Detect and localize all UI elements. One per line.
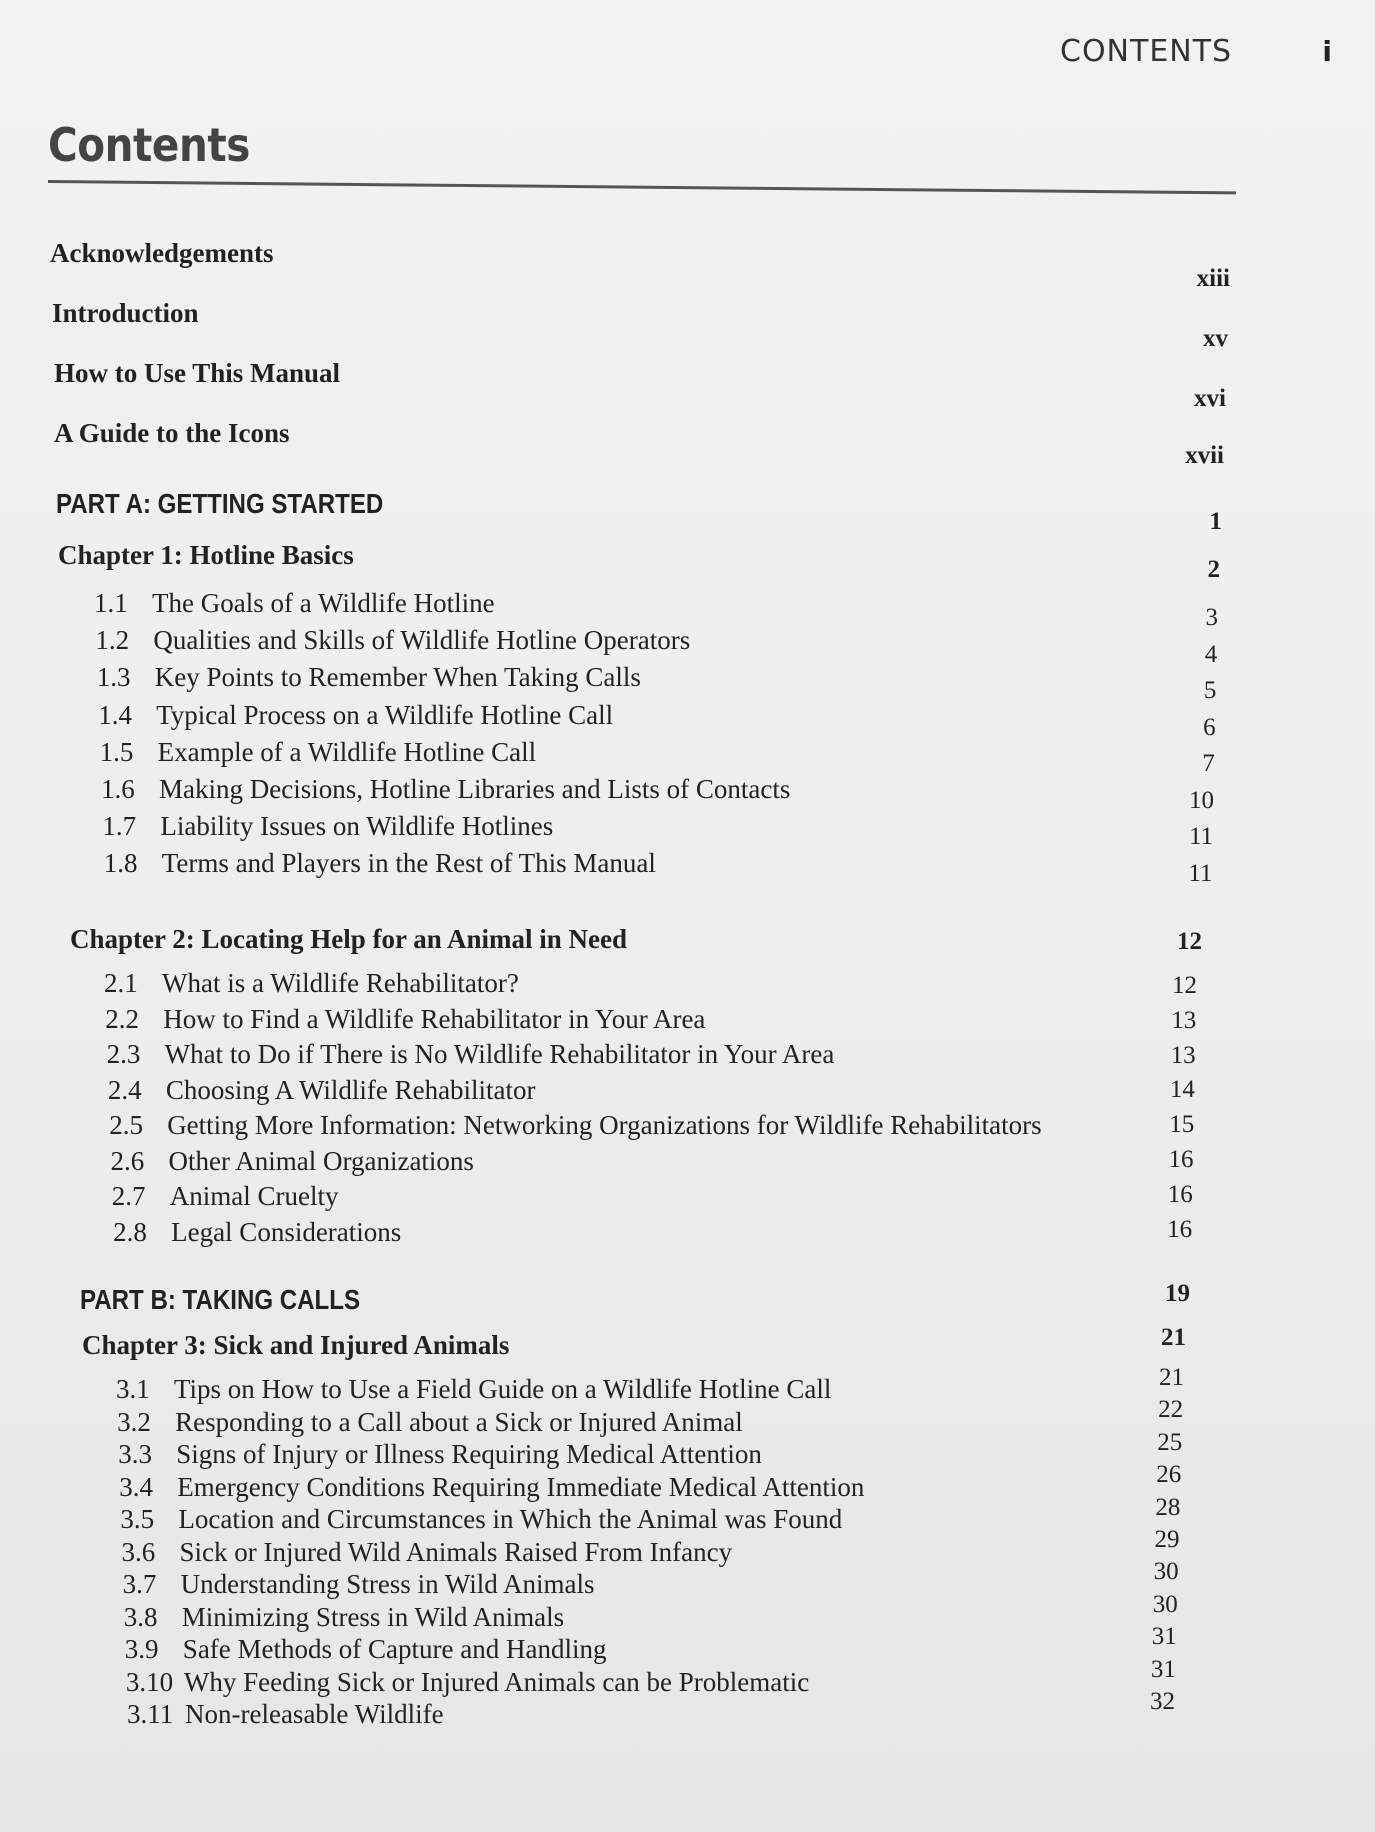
section-title: Signs of Injury or Illness Requiring Medical Attention — [176, 1439, 762, 1469]
section-number: 3.3 — [118, 1439, 152, 1469]
toc-front-3-page: xvii — [1185, 442, 1224, 469]
section-page: 22 — [1158, 1396, 1184, 1424]
section-number: 2.4 — [107, 1074, 142, 1105]
section-number: 3.7 — [122, 1569, 157, 1599]
toc-chapter-2-page: 12 — [1177, 928, 1202, 955]
toc-front-0: Acknowledgements — [50, 238, 274, 268]
toc-section-2.7 — [112, 1181, 339, 1212]
toc-section-1.7 — [102, 811, 553, 842]
toc-section-3.11 — [127, 1699, 444, 1730]
page-number: i — [1322, 35, 1332, 68]
toc-section-2.1 — [104, 968, 519, 999]
section-title: Choosing A Wildlife Rehabilitator — [165, 1074, 536, 1105]
section-title: Non-releasable Wildlife — [185, 1699, 444, 1729]
toc-section-2.3 — [107, 1039, 835, 1070]
section-title: Understanding Stress in Wild Animals — [180, 1569, 595, 1599]
section-title: Key Points to Remember When Taking Calls — [154, 662, 641, 693]
section-page: 13 — [1171, 1006, 1197, 1034]
section-title: Emergency Conditions Requiring Immediate Medical Attention — [177, 1471, 865, 1502]
section-number: 1.8 — [103, 848, 138, 879]
section-page: 30 — [1152, 1590, 1178, 1618]
section-page: 26 — [1156, 1461, 1182, 1489]
section-number: 1.5 — [99, 736, 134, 767]
toc-section-2.4 — [108, 1075, 536, 1106]
section-page: 21 — [1159, 1364, 1184, 1391]
section-number: 2.1 — [104, 968, 138, 998]
toc-section-2.6 — [111, 1146, 474, 1177]
section-page: 28 — [1155, 1493, 1181, 1521]
section-page: 25 — [1157, 1428, 1183, 1456]
section-page: 30 — [1153, 1558, 1179, 1586]
section-page: 7 — [1202, 750, 1215, 777]
toc-section-3.7 — [123, 1569, 595, 1600]
toc-chapter-3-page: 21 — [1161, 1324, 1186, 1351]
section-number: 2.6 — [110, 1145, 145, 1176]
section-number: 2.8 — [113, 1216, 147, 1247]
section-title: Typical Process on a Wildlife Hotline Call — [156, 699, 614, 730]
section-number: 1.2 — [95, 625, 130, 656]
toc-section-3.9 — [125, 1634, 607, 1665]
toc-section-1.4 — [98, 700, 613, 731]
toc-front-1: Introduction — [52, 298, 199, 328]
section-number: 1.4 — [98, 699, 132, 730]
toc-section-3.4 — [119, 1472, 864, 1503]
toc-section-1.5 — [100, 737, 537, 768]
toc-section-1.8 — [104, 848, 656, 879]
section-number: 3.5 — [120, 1504, 155, 1534]
toc-front-0-page: xiii — [1196, 265, 1230, 292]
section-page: 12 — [1172, 972, 1197, 999]
section-title: Other Animal Organizations — [168, 1145, 474, 1176]
toc-part-a: PART A: GETTING STARTED — [56, 488, 384, 519]
toc-chapter-1-page: 2 — [1207, 556, 1220, 583]
section-number: 3.1 — [116, 1374, 150, 1404]
toc-chapter-2: Chapter 2: Locating Help for an Animal in Need — [70, 924, 628, 954]
section-page: 10 — [1189, 786, 1214, 814]
toc-section-2.2 — [105, 1004, 705, 1035]
section-title: What to Do if There is No Wildlife Rehabilitator in Your Area — [164, 1039, 835, 1069]
section-page: 14 — [1169, 1076, 1195, 1104]
toc-part-a-page: 1 — [1209, 508, 1222, 535]
section-page: 11 — [1189, 823, 1214, 850]
toc-section-1.2 — [95, 625, 690, 656]
section-title: How to Find a Wildlife Rehabilitator in Your Area — [163, 1003, 706, 1034]
toc-front-2: How to Use This Manual — [54, 358, 341, 388]
section-number: 1.1 — [94, 588, 128, 618]
section-number: 3.6 — [121, 1536, 156, 1567]
toc-section-2.5 — [109, 1110, 1041, 1141]
section-page: 4 — [1204, 640, 1218, 668]
section-number: 2.5 — [109, 1110, 143, 1140]
section-title: What is a Wildlife Rehabilitator? — [162, 968, 519, 998]
toc-section-3.5 — [120, 1504, 842, 1535]
toc-section-3.2 — [117, 1407, 743, 1438]
toc-part-b: PART B: TAKING CALLS — [80, 1284, 361, 1315]
section-number: 1.6 — [101, 774, 135, 804]
section-title: Minimizing Stress in Wild Animals — [181, 1601, 565, 1632]
section-page: 31 — [1151, 1623, 1177, 1651]
section-number: 1.3 — [96, 662, 131, 693]
section-page: 5 — [1203, 677, 1217, 704]
section-number: 1.7 — [102, 811, 137, 842]
running-title: CONTENTS — [1060, 34, 1233, 69]
toc-section-3.1 — [116, 1374, 831, 1405]
section-title: Getting More Information: Networking Organizations for Wildlife Rehabilitators — [167, 1110, 1042, 1140]
section-title: The Goals of a Wildlife Hotline — [152, 588, 495, 618]
section-number: 3.11 — [127, 1699, 174, 1729]
section-number: 3.8 — [123, 1601, 158, 1632]
section-title: Location and Circumstances in Which the Animal was Found — [178, 1504, 843, 1534]
section-title: Legal Considerations — [171, 1216, 402, 1247]
toc-section-1.3 — [97, 662, 641, 693]
section-number: 3.4 — [119, 1471, 154, 1502]
section-title: Safe Methods of Capture and Handling — [182, 1634, 607, 1664]
section-number: 2.3 — [106, 1039, 141, 1069]
toc-section-3.8 — [124, 1602, 564, 1633]
toc-section-1.1 — [94, 588, 495, 619]
toc-front-2-page: xvi — [1194, 385, 1226, 412]
section-title: Liability Issues on Wildlife Hotlines — [160, 811, 554, 842]
section-page: 13 — [1170, 1041, 1196, 1069]
toc-part-b-page: 19 — [1165, 1280, 1190, 1307]
section-page: 15 — [1169, 1111, 1195, 1139]
section-number: 2.2 — [105, 1003, 140, 1034]
section-title: Making Decisions, Hotline Libraries and Lists of Contacts — [159, 774, 791, 804]
toc-chapter-3: Chapter 3: Sick and Injured Animals — [82, 1330, 510, 1360]
section-title: Example of a Wildlife Hotline Call — [157, 736, 537, 767]
section-page: 11 — [1188, 859, 1213, 887]
section-title: Animal Cruelty — [169, 1181, 339, 1211]
section-page: 16 — [1167, 1180, 1193, 1208]
toc-section-1.6 — [101, 774, 790, 805]
section-page: 16 — [1168, 1146, 1194, 1173]
toc-section-3.10 — [126, 1667, 809, 1698]
section-number: 2.7 — [111, 1181, 146, 1211]
toc-front-3: A Guide to the Icons — [54, 418, 290, 448]
section-page: 32 — [1150, 1688, 1175, 1715]
section-title: Tips on How to Use a Field Guide on a Wildlife Hotline Call — [174, 1374, 832, 1404]
section-number: 3.9 — [124, 1634, 159, 1664]
toc-front-1-page: xv — [1203, 325, 1228, 352]
section-title: Why Feeding Sick or Injured Animals can be Problematic — [183, 1666, 810, 1697]
page-title: Contents — [48, 118, 250, 172]
section-title: Sick or Injured Wild Animals Raised From Infancy — [179, 1536, 733, 1567]
toc-section-3.3 — [118, 1439, 762, 1470]
section-page: 3 — [1205, 604, 1218, 631]
section-page: 6 — [1203, 713, 1216, 741]
section-page: 31 — [1150, 1655, 1176, 1683]
toc-section-3.6 — [122, 1537, 733, 1568]
section-number: 3.10 — [125, 1666, 174, 1697]
section-title: Responding to a Call about a Sick or Injured Animal — [175, 1406, 743, 1437]
toc-section-2.8 — [113, 1217, 401, 1248]
section-title: Terms and Players in the Rest of This Manual — [161, 848, 656, 879]
section-title: Qualities and Skills of Wildlife Hotline Operators — [153, 625, 691, 656]
toc-chapter-1: Chapter 1: Hotline Basics — [58, 540, 354, 570]
section-page: 16 — [1167, 1215, 1193, 1243]
section-page: 29 — [1154, 1526, 1180, 1553]
section-number: 3.2 — [117, 1406, 151, 1437]
